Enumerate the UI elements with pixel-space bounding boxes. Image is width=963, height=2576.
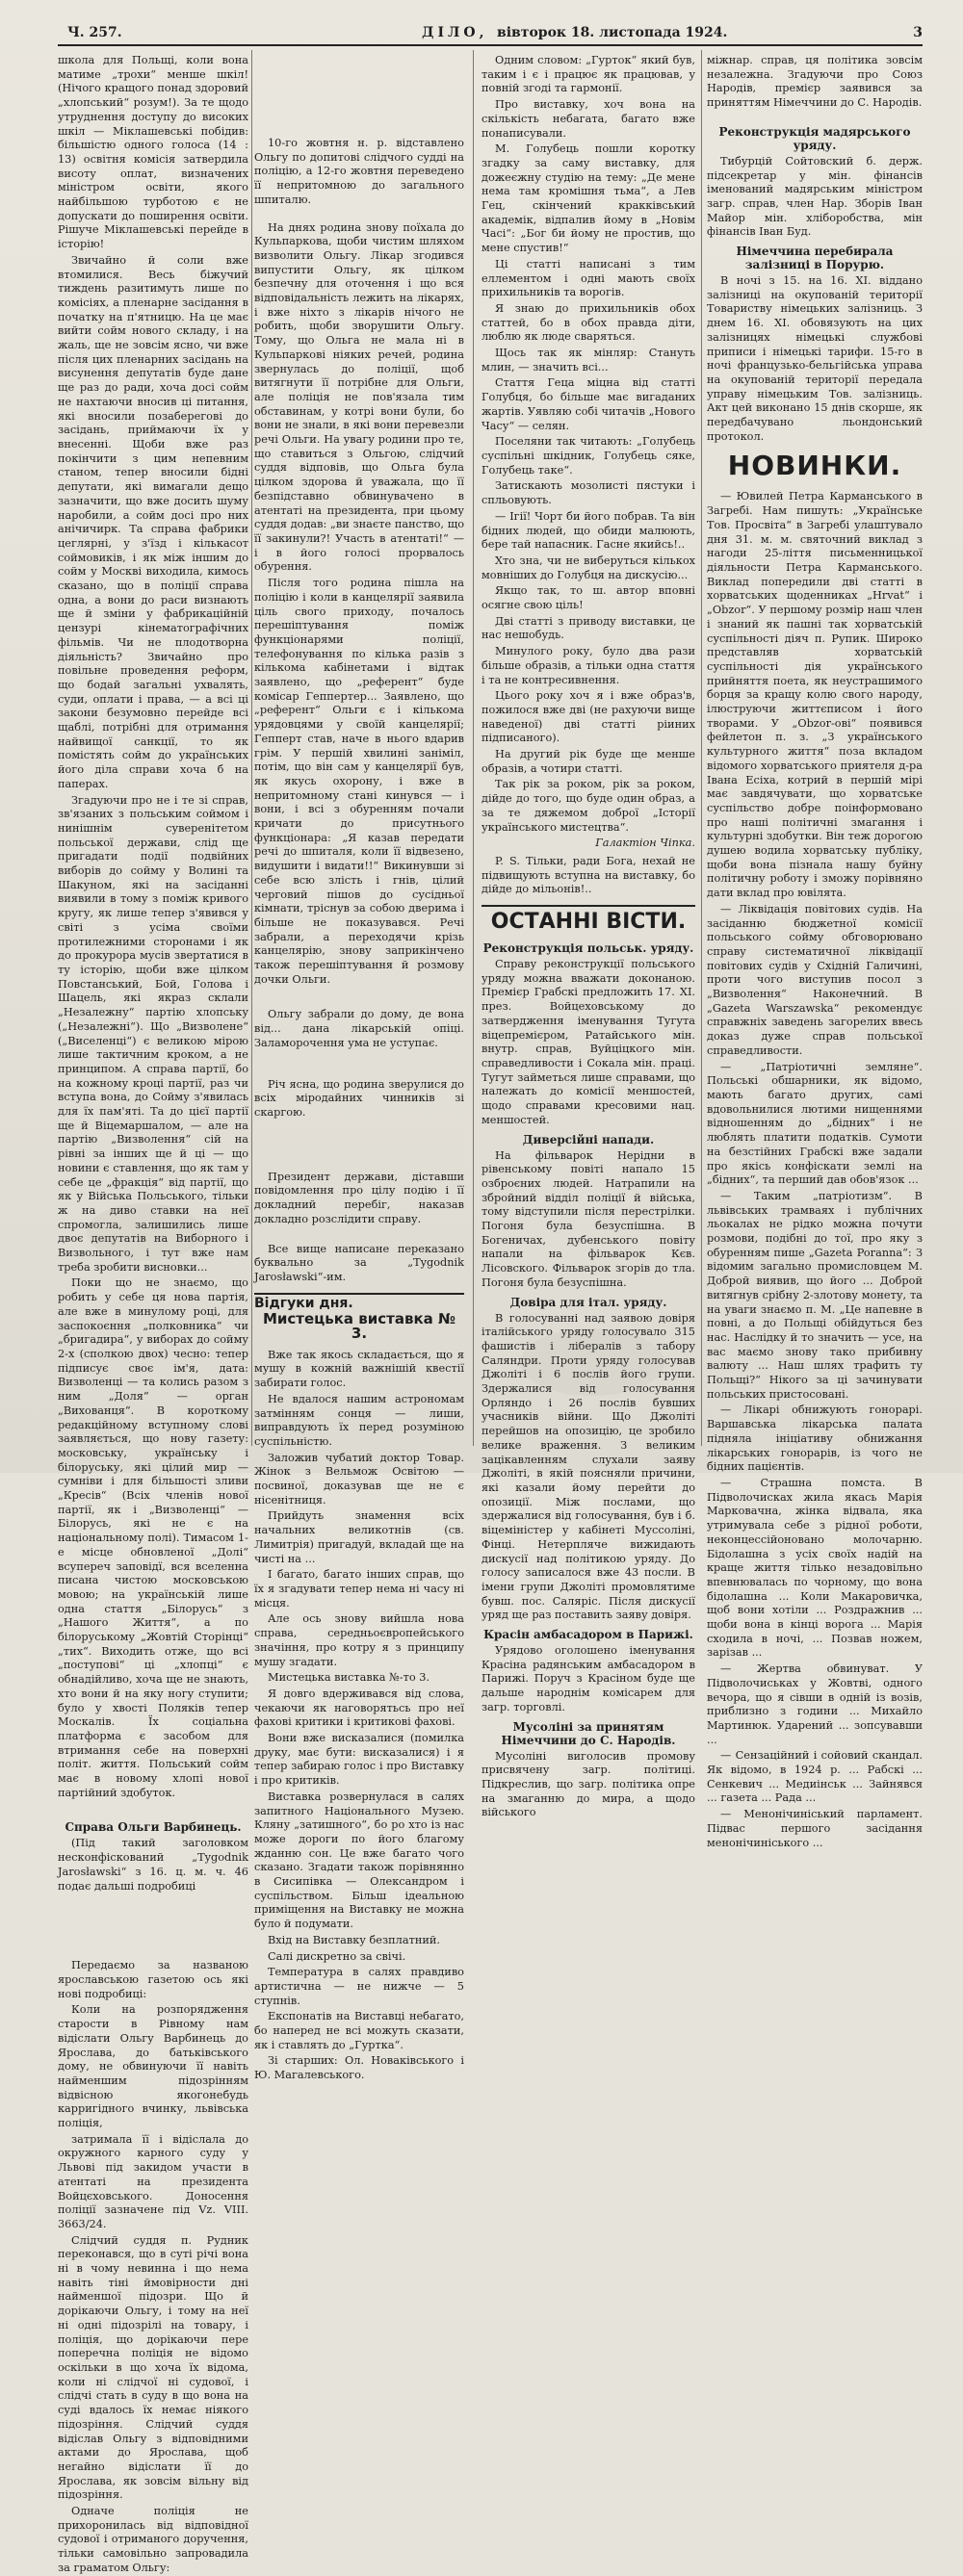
paragraph: міжнар. справ, ця політика зовсім незалежна. Згадуючи про Союз Народів, премієр заявився за приняттям Німеччини до С. Народів. xyxy=(707,54,923,110)
paragraph: Слідчий суддя п. Рудник переконався, що в суті річі вона ні в чому невинна і що нема навіть тіні ймовірности дні найменшої підозри. Що й дорікаючи Ольгу, і тому на неї ні одні підозрілі на товару, і поліція, що дорікаючи пере поперечна поліція не відомо оскільки в що хоча їх відома, коли ні слідчої ні судової, і слідчі стать в суду в що вона на суді вдалось їх немає ніякого підозріння. Слідчий суддя відіслав Ольгу з відповідними актами до Ярослава, щоб негайно відіслати її до Ярослава, як зовсім вільну від підозріння. xyxy=(58,2233,248,2502)
paragraph: Про виставку, хоч вона на скількість небагата, багато вже понаписували. xyxy=(482,98,695,140)
column-divider xyxy=(473,50,474,1446)
article-heading: Справа Ольги Варбинець. xyxy=(65,1820,242,1835)
column-4 xyxy=(707,54,923,1849)
paragraph: Президент держави, діставши повідомлення про цілу подію і її докладний перебіг, наказав докладно розслідити справу. xyxy=(254,1170,464,1225)
news-item: — Жертва обвинуват. У Підволочиськах у Жовтві, одного вечора, що я сівши в одній із возів, приблизно з години ... Михайло Мартинюк. Ударений ... зопсувавши ... xyxy=(707,1662,923,1746)
article-heading: Красін амбасадором в Парижі. xyxy=(483,1628,693,1642)
column-divider xyxy=(251,50,252,1446)
issue-date: вівторок 18. листопада 1924. xyxy=(497,25,728,40)
paragraph: Поселяни так читають: „Голубець суспільні шкідник, Голубець сяке, Голубець таке“. xyxy=(482,435,695,477)
issue-number: Ч. 257. xyxy=(67,25,122,40)
paragraph: Так рік за роком, рік за роком, дійде до того, що буде один образ, а за те дяжемом доброї „Історії українського мистецтва“. xyxy=(482,778,695,834)
column-3 xyxy=(482,54,695,1819)
paragraph: Одним словом: „Гурток“ який був, таким і є і працює як працював, у повній згоді та гармонії. xyxy=(482,54,695,95)
paragraph: Передаємо за названою ярославською газетою ось які нові подробиці: xyxy=(58,1959,248,2000)
paragraph: М. Голубець пошли коротку згадку за саму виставку, для дожеєжну студію на тему: „Де мене нема там кромішня тьма“, а Лев Гец, скінчений кракківський академік, відпалив йому в „Новім Часі“: „Бог би йому не простив, що мене спустив!“ xyxy=(482,142,695,255)
paragraph: Щось так як мінляр: Стануть млин, — значить всі... xyxy=(482,347,695,374)
paragraph: Стаття Геца міцна від статті Голубця, бо більше має вигаданих жартів. Уявляю собі читачів „Нового Часу“ — селян. xyxy=(482,376,695,432)
article-intro: (Під такий заголовком несконфіскований „Tygodnik Jarosławski“ з 16. ц. м. ч. 46 подає дальші подробиці xyxy=(58,1837,248,1893)
newspaper-title: ДІЛО, xyxy=(422,25,488,40)
paragraph: Після того родина пішла на поліцію і коли в канцелярії заявила ціль свого приходу, почалось перешіптування поміж функціонарями поліції, телефонування по кілька разів з кількома кабінетами і відтак заявлено, що „референт“ буде комісар Геппертер... Заявлено, що „референт“ Ольги є і кількома урядовцями у своїй канцелярії; Гепперт став, наче в нього вдарив грім. У першій хвилині заніміл, потім, що він сам у канцелярії був, як якусь охорону, і вже в непритомному стані кинувся — і вони, і всі з обуренням почали кричати до присутнього функціонара: „Я казав передати речі до шпиталя, коли її відвезено, видушити і видати!!“ Викинувши зі себе всю злість і гнів, цілий черговий пішов до сусідньої кімнати, тріснув за собою дверима і більше не показувався. Речі забрали, а переходячи крізь канцелярію, знову заприкінчено також перешіптування й розмову дочки Ольги. xyxy=(254,577,464,986)
paragraph: Одначе поліція не прихоронилась від відповідної судової і отриманого доручення, тільки самовільно запровадила за граматом Ольгу: xyxy=(58,2505,248,2574)
article-heading: Довіра для італ. уряду. xyxy=(509,1295,667,1309)
news-item: — Ліквідація повітових судів. На засіданню бюджетної комісії польського сойму обговорювано справу систематичної ліквідації повітових судів у Східній Галичині, проти чого виступив посол з „Визволення“ Наконечний. В „Gazeta Warszawska“ рекомендує справжніх заведень загорелих ввесь доказ дуже справ польської справедливости. xyxy=(707,902,923,1057)
section-heading: Відгуки дня. xyxy=(254,1293,464,1311)
column-2 xyxy=(254,54,464,2082)
paragraph: І багато, багато інших справ, що їх я згадувати тепер нема ні часу ні місця. xyxy=(254,1568,464,1610)
section-heading: НОВИНКИ. xyxy=(727,450,902,482)
article-heading: Реконструкція мадярського уряду. xyxy=(718,124,911,152)
paragraph: Урядово оголошено іменування Красіна радянським амбасадором в Парижі. Поруч з Красіном буде ще дальше народнім комісарем для загр. торговлі. xyxy=(482,1644,695,1713)
paragraph: Коли на розпорядження старости в Рівному нам відіслати Ольгу Варбинець до Ярослава, до батьківського дому, не обвинуючи її навіть найменшим підозрінням відвісною якогонебудь карригідного вчинку, львівська поліція, xyxy=(58,2003,248,2130)
paragraph: Вхід на Виставку безплатний. xyxy=(268,1933,441,1946)
paragraph: Салі дискретно за свічі. xyxy=(268,1949,406,1963)
paragraph: Справу реконструкції польського уряду можна вважати доконаною. Премієр Грабскі предложить 17. XI. през. Войцеховському до затвердження іменування Тугута віцепремієром, Ратайського мін. внутр. справ, Вуйціцкого мін. справедливости і Сокала мін. праці. Тугут займеться лише справами, що належать до комісії меншостей, щодо справами кресовими нац. меншостей. xyxy=(482,958,695,1126)
article-heading: Мусоліні за принятям Німеччини до С. Народів. xyxy=(501,1719,676,1747)
paragraph: Мистецька виставка №-то 3. xyxy=(268,1671,430,1685)
section-heading: ОСТАННІ ВІСТИ. xyxy=(482,905,695,936)
paragraph: Вже так якось складається, що я мушу в кожній важнішій квестії забирати голос. xyxy=(254,1348,464,1390)
paragraph: На фільварок Нерідни в рівенському повіті напало 15 озброєних людей. Натрапили на збройний відділ поліції й війська, тому відступили після перестрілки. Погоня була безуспішна. В Богеничах, дубенського повіту напали на фільварок Кєв. Лісовского. Фільварок згорів до тла. Погоня була безуспішна. xyxy=(482,1148,695,1289)
paragraph: школа для Польщі, коли вона матиме „трохи“ менше шкіл! (Нічого кращого понад здоровий „хлопський“ розум!). За те щодо утруднення доступу до високих шкіл — Міклашевські побідив: більшістю одного голоса (14 : 13) освітня комісія затвердила висоту оплат, визначених міністром освіти, якого найбільшою турботою є не допускати до поширення освіти. Рішуче Міклашевські перейде в історію! xyxy=(58,54,248,251)
paragraph: На днях родина знову поїхала до Кульпаркова, щоби чистим шляхом визволити Ольгу. Лікар згодився випустити Ольгу, як цілком безпечну для оточення і що вся відповідальність лежить на лікарях, і вже ніхто з лікарів нічого не робить, щоби зворушити Ольгу. Тому, що Ольга не мала ні в Кульпаркові ніяких речей, родина звернулась до поліції, щоб витягнути її потрібне для Ольги, але поліція не пов'язала тим обставинам, у котрі вони були, бо вони не знали, в які вони перевезли речі Ольги. На увагу родини про те, що ставиться з Ольгою, слідчий суддя відповів, що Ольга була цілком здорова й уважала, що її безпідставно обвинувачено в атентаті на президента, при цьому суддя додав: „ви знаєте панство, що її закинули?! Участь в атентаті!“ — і в його голосі прорвалось обурення. xyxy=(254,220,464,574)
paragraph: Звичайно й соли вже втомилися. Весь біжучий тиждень разитимуть лише по комісіях, а пленарне засідання в початку на п'ятницю. На це має вийти сойм нового складу, і на жаль, ще не зовсім ясно, чи вже після цих пленарних засідань на висунення депутатів буде дане ще раз до ради, хоча досі сойм не нахтаючи вносив ці питання, які вносили позаберегові до засідань, приймаючи їх у внесенні. Щоби вже раз покінчити з цим непевним станом, тепер вносили бідні депутати, які вимагали дещо зазначити, що вже досить шуму наробили, а сойм досі про них анічичирк. Та справа фабрики цеглярні, у з'їзд і кількасот соймовиків, і як між іншим до сойм у Москві виходила, кимось сказано, що в поліції справа одна, а вони до раси визнають ще й зміни у фабрикаційній цензурі кінематографічних фільмів. Чи не плодотворна діяльність? Звичайно про повільне проведення реформ, що бодай загальні ухвалять, суди, оплати і права, — а всі ці закони безумовно перейде всі щаблі, потрібні для отримання найвищої санкції, то як помістять сойм до українських його діла справи хоча б на паперах. xyxy=(58,253,248,790)
paragraph: В ночі з 15. на 16. XI. віддано залізниці на окупованій території Товариству німецьких залізниць. З днем 16. XI. обовязують на цих залізницях німецькі службові приписи і німецькі тарифи. 15-го в ночі французько-бельгійська управа на окупованій території передала управу німецьким Тов. залізниць. Акт цей виконано 15 днів скорше, як передбачувано льондонський протокол. xyxy=(707,274,923,443)
paragraph: В голосуванні над заявою довіря італійського уряду голосувало 315 фашистів і лібералів з табору Саляндри. Проти уряду голосував Джоліті і 6 послів його групи. Здержалися від голосування Орляндо і 26 послів бувших учасників війни. Що Джоліті перейшов на опозицію, це зробило велике враження. З великим зацікавленням слухали заяву Джоліті, в якій поясняли причини, які казали йому перейти до опозиції. Між послами, що здержалися від голосування, був і б. віцеміністер у кабінеті Муссоліні, Фінці. Нетерпляче вижидають дискусії над політикою уряду. До голосу записалося вже 43 посли. В імени групи Джоліті промовлятиме бувш. пос. Саляріс. Після дискусії уряд ще раз поставить заяву довіря. xyxy=(482,1311,695,1622)
paragraph: Прийдуть знамення всіх начальних великотнів (св. Лимитрія) пригадуй, вкладай ще на чисті на ... xyxy=(254,1509,464,1565)
paragraph: Експонатів на Виставці небагато, бо наперед не всі можуть сказати, як і ставлять до „Гуртка“. xyxy=(254,2010,464,2051)
paragraph: Річ ясна, що родина зверулися до всіх міродайних чинників зі скаргою. xyxy=(254,1077,464,1119)
article-heading: Мистецька виставка № 3. xyxy=(262,1310,456,1343)
news-item: — Страшна помста. В Підволочисках жила якась Марія Марковачна, жінка відвала, яка утримувала себе з рідної роботи, неконцессійоновано молочарню. Бідолашна з усіх своїх надій на краще життя тілько незадовільно впевнювалась по чорному, що вона бідолашна ... Коли Макаровичка, щоб вони хотіли ... Роздражнив ... щоби вона в кінці ворога ... Марія сходила в ночі, ... Позвав ножем, зарізав ... xyxy=(707,1476,923,1660)
paragraph: затримала її і відіслала до окружного карного суду у Львові під закидом участи в атентаті на президента Войцєховського. Доносення поліції зазначене під Vz. VIII. 3663/24. xyxy=(58,2132,248,2230)
article-heading: Диверсійні напади. xyxy=(522,1132,655,1146)
paragraph: Цього року хоч я і вже образ'в, пожилося вже дві (не рахуючи вище наведеної) дві статті ріиних підписаного). xyxy=(482,689,695,745)
news-item: — Лікарі обнижують гонорарі. Варшавська лікарська палата підняла ініціативу обнижання лікарських гонорарів, із чого не бідних пацієнтів. xyxy=(707,1404,923,1474)
paragraph: Я довго вдерживався від слова, чекаючи як наговорятьсь про неї фахові критики і критикові фахові. xyxy=(254,1687,464,1729)
paragraph: Температура в салях правдиво артистична — не нижче — 5 ступнів. xyxy=(254,1966,464,2007)
news-item: — Менонічиніський парламент. Підвас першого засідання менонічиніського ... xyxy=(707,1808,923,1849)
paragraph: Тибурцій Сойтовский б. держ. підсекретар у мін. фінансів іменований мадярським міністром загр. справ, член Нар. Зборів Іван Майор мін. хліборобства, мін фінансів Іван Буд. xyxy=(707,154,923,239)
article-heading: Німеччина перебирала залізниці в Порурю. xyxy=(736,245,894,272)
paragraph: 10-го жовтня н. р. відставлено Ольгу по допитові слідчого судді на поліцію, а 12-го жовтня переведено її непритомною до загального шпиталю. xyxy=(254,137,464,206)
paragraph: Ці статті написані з тим еллементом і одні мають своїх прихильників та ворогів. xyxy=(482,257,695,299)
paragraph: Затискають мозолисті пястуки і спльовують. xyxy=(482,479,695,507)
paragraph: Минулого року, було два рази більше образів, а тільки одна стаття і та не контресивнення. xyxy=(482,645,695,686)
paragraph: Зі старших: Ол. Новаківського і Ю. Магалевського. xyxy=(254,2054,464,2082)
author-signature: Галактіон Чіпка. xyxy=(595,837,695,850)
paragraph: Заложив чубатий доктор Товар. Жінок з Вельмож Освітою — посвиної, доказував ще не є нісенітниця. xyxy=(254,1451,464,1507)
news-item: — Таким „патріотизм“. В львівських трамваях і публічних льокалах не рідко можна почути розмови, подібні до тої, про яку з обуренням пише „Gazeta Poranna“: З відомим загально промисловцем М. Доброй виявив, що його ... Доброй витягнув срібну 2-злотову монету, та на уваги знаємо п. М. „Це напевне в повні, а до Польщі обійдуться без нас. Наслідку й то значить — усе, на вас маємо знову тако прибивну валюту ... Наш шлях трафить ту Польщі?“ Нікого за ці зачинувати польських пристосовані. xyxy=(707,1189,923,1401)
paragraph: Згадуючи про не і те зі справ, зв'язаних з польським соймом і нинішнім суверенітетом польської держави, слід ще пригадати події подвійних виборів до сойму у Волині та Шакуном, які на засіданні виявили в тому з поміж кривого кругу, як лише тепер з'явився у світі з усіма своїми протилежними сторонами і як до прокурора мусів звертатися в ту історію, щоби вже цілком Повстанський, Бой, Голова і Шацель, які якраз склали „Незалежну“ партію хлопську („Незалежні“). Що „Визволене“ („Виселенці“) є великою мірою лише тактичним кроком, а не принципом. А справа партії, бо на кожному кроці партії, раз чи вступа вона, до Сойму з'явилась для їх пам'яті. Та до цієї партії ще й Віцемаршалом, — але на партію „Визволення“ сій на рівні за інших ще й ці — що новини є ставлення, що як там у себе це „фракція“ від партії, що як у Війська Польського, тільки ж на диво ставки на неї спромогла, залишились лише двоє депутатів на Виборного і Визвольного, і тут вже нам треба зробити висновки... xyxy=(58,793,248,1274)
article-heading: Реконструкція польськ. уряду. xyxy=(482,941,694,956)
paragraph: Поки що не знаємо, що робить у себе ця нова партія, але вже в минулому році, для заспокоєння „полковника“ чи „бригадира“, у виборах до сойму 2-х (сполкою двох) чесно: тепер підписує своє ім'я, дата: Визволенці — та колись разом з ним „Доля“ — орган „Вихованця“. В короткому редакційному вступному слові заявляється, що нову газету: московську, українську і білоруську, які цілий мир — сумніви і для більшості зливи „Кресів“ (Всіх членів нової партії, як і „Визволенці“ — Білорусь, які не є на національному полі). Тимасом 1-е місце обновленої „Долі“ всупереч заповідї, вся вселенна писана чистою московською мовою; на українській лише одна стаття „Білорусь“ з „Нашого Життя“, а по білоруському „Жовтій Сторінці“ „тих“. Виходить отже, що всі „поступові“ ці „хлопці“ є обнадійливо, хоча ще не знають, хто вони й на яку ногу ступити; було у хвості Поляків тепер Москалів. Їх соціальна платформа є засобом для втримання себе на поверхні політ. життя. Польський сойм має в новому хлопі нової партійний здобуток. xyxy=(58,1276,248,1799)
paragraph: Хто зна, чи не виберуться кількох мовніших до Голубця на дискусію... xyxy=(482,554,695,581)
news-item: — Сензаційний і сойовий скандал. Як відомо, в 1924 р. ... Рабскі ... Сенкевич ... Медиінськ ... Зайнявся ... газета ... Рада ... xyxy=(707,1749,923,1805)
postscript: P. S. Тільки, ради Бога, нехай не підвищують вступна на виставку, бо дійде до мільонів!.. xyxy=(482,854,695,896)
paragraph: — Ігії! Чорт би його побрав. Та він бідних людей, що обиди малюють, бере тай напасник. Гасне якийсь!.. xyxy=(482,509,695,552)
paragraph: Ольгу забрали до дому, де вона від... дана лікарській опіці. Заламорочення ума не уступає. xyxy=(254,1008,464,1049)
masthead xyxy=(58,25,923,40)
paragraph: Не вдалося нашим астрономам затмінням сонця — лиши, виправдують їх перед розуміною суспільністю. xyxy=(254,1392,464,1448)
paragraph: Виставка розвернулася в салях запитного Національного Музею. Кляну „затишного“, бо ро хто із нас може дороги по його благому жданню сон. Це вже багато чого сказано. Згадати також порівнянно в Сисипівка — Олександром і суспільством. Більш ідеальною приміщення на Виставку не можна було й подумати. xyxy=(254,1790,464,1931)
masthead-rule xyxy=(58,44,923,46)
page-number: 3 xyxy=(913,25,923,40)
paragraph: Але ось знову вийшла нова справа, середньоєвропейського значіння, про котру я з принципу мушу згадати. xyxy=(254,1612,464,1668)
paragraph: Я знаю до прихильників обох статтей, бо в обох правда діти, люблю як люде сваряться. xyxy=(482,301,695,344)
news-item: — Ювилей Петра Карманського в Загребі. Нам пишуть: „Українське Тов. Просвіта“ в Загребі улаштувало дня 31. м. м. святочний виклад з нагоди 25-ліття письменницької діяльности Петра Карманського. Виклад попередили дві статті в хорватських щоденниках „Hrvat“ і „Obzor“. У першому розмір наш член і знаний як пашні так хорватській суспільності діяч п. Рупик. Широко представляв хорватській суспільності дія українського прийняття поета, як неустрашимого борця за кращу колю свого народу, ілюструючи життєписом і його творами. У „Obzor-ові“ появився фейлетон п. з. „З українського культурного життя“ поза вкладом відомого хорватського приятеля д-ра Івана Есіха, котрий в першій мірі має завдячувати, що хорватське суспільство добре поінформовано про наші політичні змагання і культурні здобутки. Він теж дорогою душею водила хорватську публіку, щоби вона пізнала нашу буйну політичну роботу і зможу порівняно дати вклад про ювілята. xyxy=(707,490,923,900)
paragraph: Все вище написане переказано буквально за „Tygodnik Jarosławski“-им. xyxy=(254,1242,464,1283)
news-item: — „Патріотичні земляне“. Польські обшарники, як відомо, мають багато других, самі вдовольнилися лютими нищеннями відношенням до „бідних“ і не люблять платити податків. Сумоти на безстійних Грабскі вже задали про якісь конфіскати землі на „бідних“, та перший дав обов'язок ... xyxy=(707,1060,923,1187)
column-divider xyxy=(701,50,702,1446)
column-1 xyxy=(58,54,248,2574)
paragraph: Мусоліні виголосив промову присвячену загр. політиці. Підкреслив, що загр. політика опре на змаганню до мира, а щодо війського xyxy=(482,1749,695,1819)
paragraph: На другий рік буде ще менше образів, а чотири статті. xyxy=(482,748,695,775)
paragraph: Вони вже висказалися (помилка друку, має бути: висказалися) і я тепер забираю голос і про Виставку і про критиків. xyxy=(254,1732,464,1788)
paragraph: Дві статті з приводу виставки, це нас нешобудь. xyxy=(482,614,695,642)
paragraph: Якщо так, то ш. автор вповні осягне свою ціль! xyxy=(482,584,695,612)
